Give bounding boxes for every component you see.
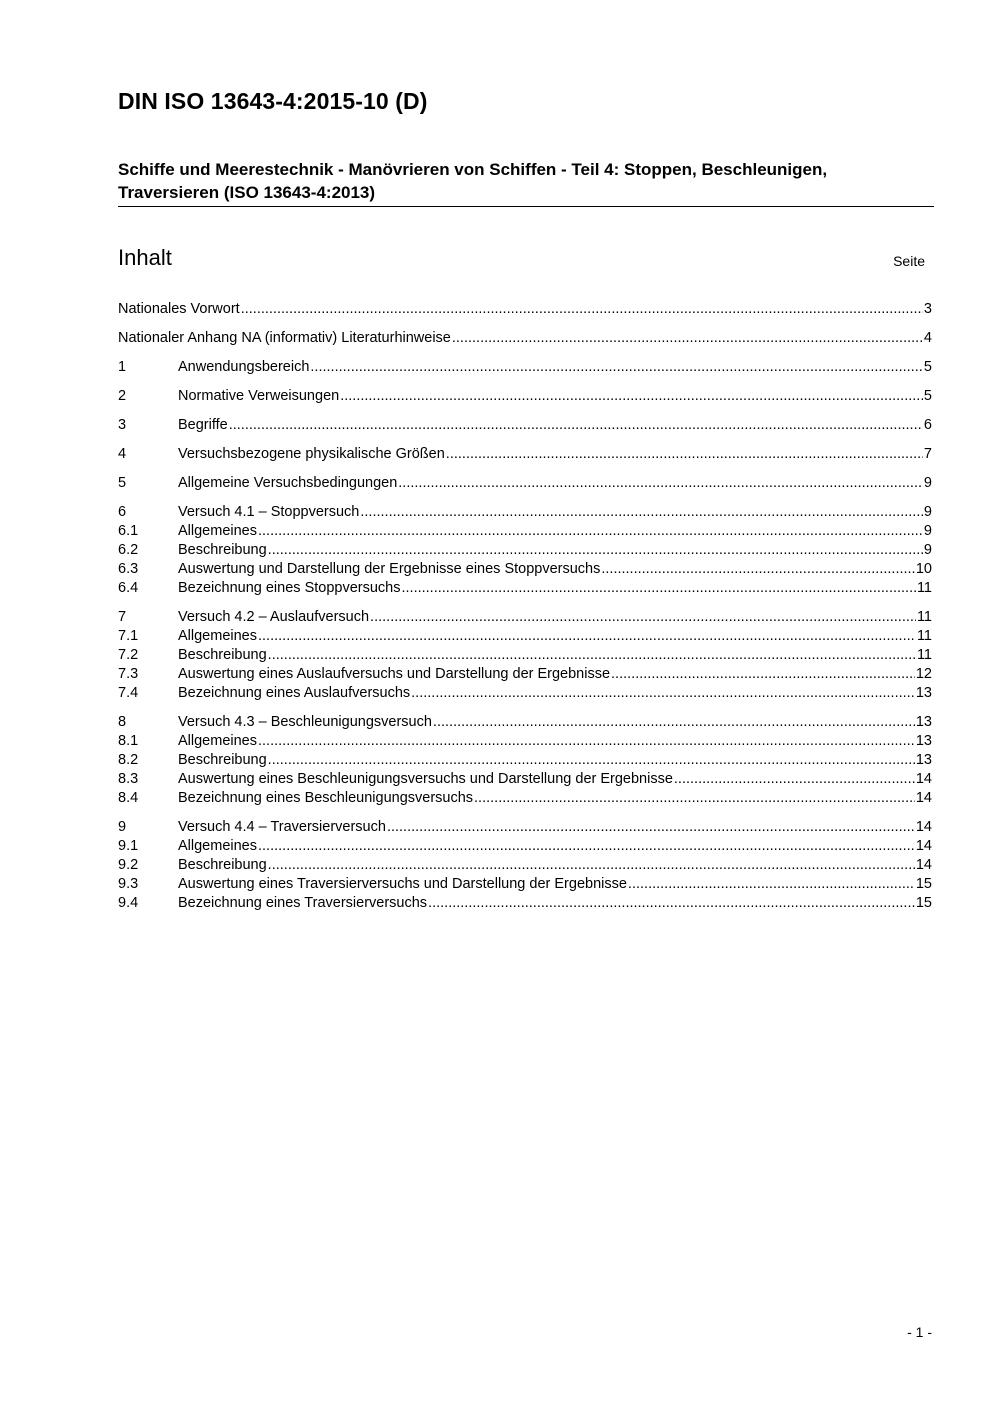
title-divider — [118, 206, 934, 207]
toc-entry-number: 4 — [118, 446, 127, 462]
toc-group — [118, 387, 932, 406]
page-number: - 1 - — [907, 1324, 932, 1340]
toc-entry-title: Nationaler Anhang NA (informativ) Literaturhinweise — [118, 330, 451, 346]
toc-entry-number: 5 — [118, 475, 127, 491]
toc-entry-page: 14 — [915, 771, 932, 787]
toc-entry-number: 7.1 — [118, 628, 139, 644]
toc-dot-leader — [258, 732, 915, 751]
toc-entry[interactable] — [118, 627, 932, 646]
toc-entry-number: 6.1 — [118, 523, 139, 539]
toc-dot-leader — [474, 789, 915, 808]
toc-entry[interactable] — [118, 416, 932, 435]
toc-dot-leader — [258, 837, 915, 856]
toc-entry-page: 6 — [923, 417, 932, 433]
toc-entry[interactable] — [118, 387, 932, 406]
toc-entry-page: 5 — [923, 388, 932, 404]
toc-entry[interactable] — [118, 770, 932, 789]
toc-entry[interactable] — [118, 856, 932, 875]
toc-entry-page: 11 — [916, 647, 932, 663]
toc-entry-number: 6.3 — [118, 561, 139, 577]
toc-entry-title: Beschreibung — [178, 857, 267, 873]
toc-entry-number: 8.2 — [118, 752, 139, 768]
toc-entry-number: 6 — [118, 504, 127, 520]
toc-entry-page: 15 — [915, 895, 932, 911]
toc-entry-page: 11 — [916, 628, 932, 644]
toc-entry-title: Normative Verweisungen — [178, 388, 340, 404]
toc-entry-number: 8.3 — [118, 771, 139, 787]
toc-entry-page: 4 — [923, 330, 932, 346]
toc-entry-page: 9 — [923, 523, 932, 539]
toc-entry-title: Allgemeines — [178, 523, 257, 539]
toc-dot-leader — [433, 713, 915, 732]
toc-entry[interactable] — [118, 818, 932, 837]
toc-entry-title: Bezeichnung eines Traversierversuchs — [178, 895, 428, 911]
document-subtitle: Schiffe und Meerestechnik - Manövrieren von Schiffen - Teil 4: Stoppen, Beschleunigen, Traversieren (ISO 13643-4:2013) — [118, 160, 828, 202]
toc-entry-page: 3 — [923, 301, 932, 317]
toc-entry-page: 11 — [916, 609, 932, 625]
toc-group — [118, 713, 932, 808]
toc-entry-page: 13 — [915, 714, 932, 730]
toc-entry[interactable] — [118, 713, 932, 732]
toc-dot-leader — [411, 684, 915, 703]
toc-entry[interactable] — [118, 684, 932, 703]
toc-entry[interactable] — [118, 541, 932, 560]
toc-entry-title: Auswertung eines Beschleunigungsversuchs und Darstellung der Ergebnisse — [178, 771, 673, 787]
table-of-contents — [118, 300, 932, 923]
toc-dot-leader — [452, 329, 923, 348]
toc-entry-title: Bezeichnung eines Auslaufversuchs — [178, 685, 411, 701]
toc-group — [118, 329, 932, 348]
toc-entry[interactable] — [118, 560, 932, 579]
toc-dot-leader — [268, 751, 915, 770]
toc-entry[interactable] — [118, 579, 932, 598]
toc-dot-leader — [268, 646, 916, 665]
toc-entry-number: 7.3 — [118, 666, 139, 682]
toc-entry-title: Auswertung und Darstellung der Ergebnisse eines Stoppversuchs — [178, 561, 601, 577]
toc-entry-page: 7 — [923, 446, 932, 462]
toc-entry-title: Nationales Vorwort — [118, 301, 240, 317]
toc-entry-number: 8.4 — [118, 790, 139, 806]
toc-entry-number: 8.1 — [118, 733, 139, 749]
toc-entry-number: 9.1 — [118, 838, 139, 854]
toc-entry-number: 1 — [118, 359, 127, 375]
toc-group — [118, 445, 932, 464]
toc-entry[interactable] — [118, 358, 932, 377]
toc-dot-leader — [446, 445, 923, 464]
toc-entry-number: 3 — [118, 417, 127, 433]
toc-entry-title: Bezeichnung eines Stoppversuchs — [178, 580, 401, 596]
toc-entry[interactable] — [118, 329, 932, 348]
toc-entry-page: 9 — [923, 542, 932, 558]
toc-entry-number: 2 — [118, 388, 127, 404]
toc-dot-leader — [241, 300, 923, 319]
toc-entry[interactable] — [118, 445, 932, 464]
toc-entry[interactable] — [118, 646, 932, 665]
toc-group — [118, 474, 932, 493]
toc-entry-title: Beschreibung — [178, 542, 267, 558]
toc-dot-leader — [268, 541, 923, 560]
toc-entry-number: 9 — [118, 819, 127, 835]
toc-entry[interactable] — [118, 751, 932, 770]
toc-group — [118, 300, 932, 319]
toc-entry-title: Beschreibung — [178, 647, 267, 663]
toc-entry-page: 13 — [915, 685, 932, 701]
toc-entry[interactable] — [118, 837, 932, 856]
toc-dot-leader — [229, 416, 923, 435]
toc-entry-title: Bezeichnung eines Beschleunigungsversuchs — [178, 790, 474, 806]
toc-entry-page: 14 — [915, 857, 932, 873]
toc-entry-number: 6.2 — [118, 542, 139, 558]
toc-dot-leader — [340, 387, 923, 406]
toc-entry-number: 7 — [118, 609, 127, 625]
toc-group — [118, 608, 932, 703]
toc-entry-title: Beschreibung — [178, 752, 267, 768]
toc-entry[interactable] — [118, 875, 932, 894]
toc-entry-title: Versuchsbezogene physikalische Größen — [178, 446, 445, 462]
toc-dot-leader — [611, 665, 915, 684]
toc-group — [118, 358, 932, 377]
toc-dot-leader — [398, 474, 923, 493]
toc-entry-title: Versuch 4.3 – Beschleunigungsversuch — [178, 714, 432, 730]
toc-group — [118, 818, 932, 913]
toc-group — [118, 416, 932, 435]
toc-entry-title: Auswertung eines Traversierversuchs und Darstellung der Ergebnisse — [178, 876, 627, 892]
toc-entry-number: 9.3 — [118, 876, 139, 892]
toc-entry-title: Allgemeines — [178, 628, 257, 644]
toc-entry-title: Allgemeines — [178, 838, 257, 854]
toc-entry[interactable] — [118, 789, 932, 808]
toc-page-column-label: Seite — [893, 253, 925, 269]
toc-entry[interactable] — [118, 732, 932, 751]
toc-entry[interactable] — [118, 474, 932, 493]
toc-dot-leader — [268, 856, 915, 875]
toc-entry-title: Auswertung eines Auslaufversuchs und Darstellung der Ergebnisse — [178, 666, 611, 682]
toc-entry-page: 14 — [915, 819, 932, 835]
toc-entry-page: 15 — [915, 876, 932, 892]
toc-dot-leader — [628, 875, 915, 894]
toc-entry[interactable] — [118, 608, 932, 627]
toc-entry-number: 9.2 — [118, 857, 139, 873]
toc-entry-page: 10 — [915, 561, 932, 577]
toc-entry[interactable] — [118, 894, 932, 913]
toc-entry-page: 13 — [915, 733, 932, 749]
toc-entry-number: 9.4 — [118, 895, 139, 911]
toc-dot-leader — [370, 608, 916, 627]
toc-entry-title: Allgemeine Versuchsbedingungen — [178, 475, 398, 491]
toc-entry[interactable] — [118, 300, 932, 319]
toc-dot-leader — [258, 522, 923, 541]
toc-dot-leader — [601, 560, 915, 579]
toc-entry-number: 8 — [118, 714, 127, 730]
toc-entry-page: 12 — [915, 666, 932, 682]
toc-entry-page: 9 — [923, 475, 932, 491]
toc-entry-page: 11 — [916, 580, 932, 596]
toc-entry-page: 14 — [915, 790, 932, 806]
toc-entry-number: 7.4 — [118, 685, 139, 701]
toc-entry[interactable] — [118, 503, 932, 522]
toc-entry-number: 7.2 — [118, 647, 139, 663]
toc-dot-leader — [674, 770, 915, 789]
toc-entry-title: Versuch 4.4 – Traversierversuch — [178, 819, 386, 835]
toc-entry-page: 5 — [923, 359, 932, 375]
toc-group — [118, 503, 932, 598]
toc-dot-leader — [428, 894, 915, 913]
toc-entry-title: Versuch 4.2 – Auslaufversuch — [178, 609, 370, 625]
toc-entry-page: 9 — [923, 504, 932, 520]
toc-heading: Inhalt — [118, 245, 172, 270]
toc-entry-title: Begriffe — [178, 417, 228, 433]
document-title: DIN ISO 13643-4:2015-10 (D) — [118, 88, 428, 114]
toc-entry-title: Versuch 4.1 – Stoppversuch — [178, 504, 360, 520]
toc-entry-number: 6.4 — [118, 580, 139, 596]
toc-dot-leader — [360, 503, 923, 522]
toc-entry-title: Anwendungsbereich — [178, 359, 310, 375]
toc-dot-leader — [401, 579, 915, 598]
toc-entry-title: Allgemeines — [178, 733, 257, 749]
toc-entry-page: 14 — [915, 838, 932, 854]
toc-dot-leader — [258, 627, 916, 646]
toc-dot-leader — [387, 818, 915, 837]
toc-entry[interactable] — [118, 522, 932, 541]
toc-entry-page: 13 — [915, 752, 932, 768]
toc-dot-leader — [310, 358, 923, 377]
toc-entry[interactable] — [118, 665, 932, 684]
